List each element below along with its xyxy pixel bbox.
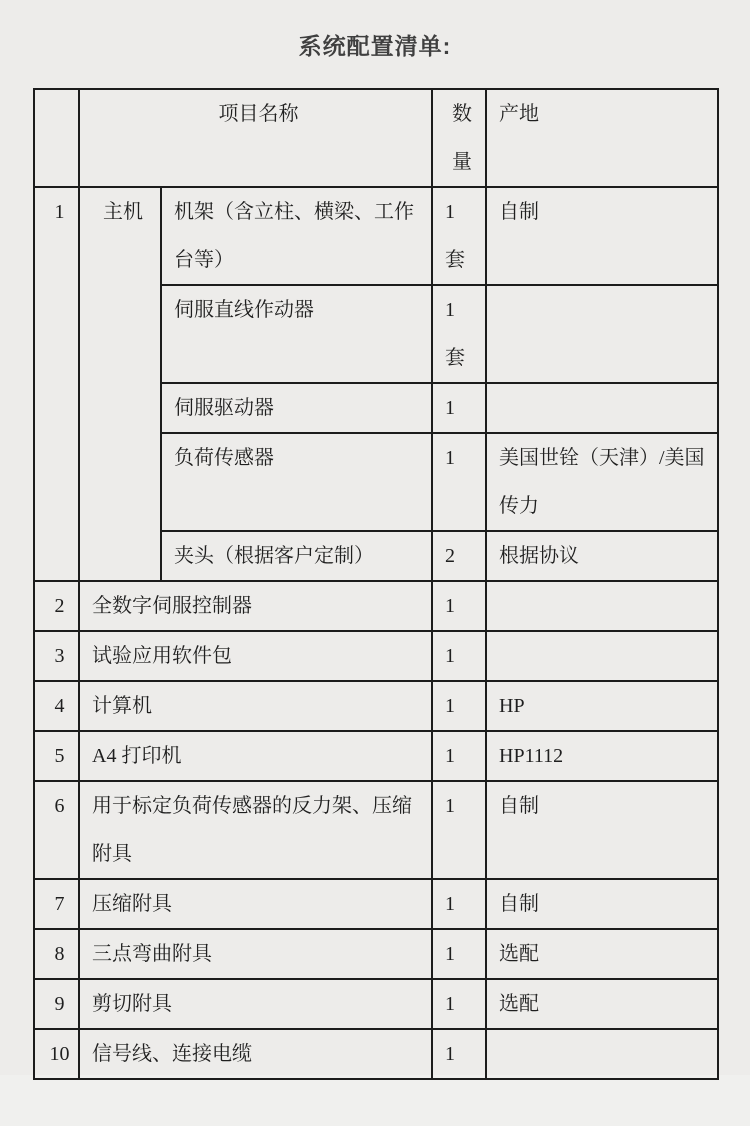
origin-cell: 自制: [486, 781, 718, 879]
config-table: [33, 88, 719, 1080]
item-name-cell: 计算机: [79, 681, 432, 731]
item-name-cell: A4 打印机: [79, 731, 432, 781]
header-cell-name: 项目名称: [79, 89, 432, 187]
group-label-cell: 主机: [79, 187, 161, 581]
origin-cell: 自制: [486, 187, 718, 285]
qty-cell: 1: [432, 681, 486, 731]
origin-cell: 选配: [486, 979, 718, 1029]
origin-cell: HP: [486, 681, 718, 731]
item-name-cell: 压缩附具: [79, 879, 432, 929]
qty-cell: 1: [432, 631, 486, 681]
table-row: [34, 187, 718, 285]
page-title: 系统配置清单:: [298, 33, 452, 59]
item-name-cell: 剪切附具: [79, 979, 432, 1029]
qty-cell: 1: [432, 781, 486, 879]
origin-cell: 根据协议: [486, 531, 718, 581]
qty-cell: 1: [432, 581, 486, 631]
qty-cell: 2: [432, 531, 486, 581]
table-row: [34, 581, 718, 631]
item-name-cell: 试验应用软件包: [79, 631, 432, 681]
table-row: [34, 731, 718, 781]
item-name-cell: 负荷传感器: [161, 433, 432, 531]
qty-cell: 1: [432, 929, 486, 979]
qty-cell: 1: [432, 1029, 486, 1079]
item-name-cell: 伺服直线作动器: [161, 285, 432, 383]
item-name-cell: 全数字伺服控制器: [79, 581, 432, 631]
item-name-cell: 信号线、连接电缆: [79, 1029, 432, 1079]
item-name-cell: 夹头（根据客户定制）: [161, 531, 432, 581]
table-row: [34, 929, 718, 979]
row-index-cell: 5: [34, 731, 79, 781]
row-index-cell: 7: [34, 879, 79, 929]
qty-cell: 1: [432, 979, 486, 1029]
qty-cell: 1 套: [432, 187, 486, 285]
table-row: [34, 681, 718, 731]
row-index-cell: 9: [34, 979, 79, 1029]
origin-cell: [486, 631, 718, 681]
header-cell-qty: [432, 89, 486, 187]
origin-cell: [486, 383, 718, 433]
table-row: [34, 781, 718, 879]
origin-cell: [486, 1029, 718, 1079]
table-row: [34, 979, 718, 1029]
row-index-cell: 8: [34, 929, 79, 979]
header-row: [34, 89, 718, 187]
origin-cell: 美国世铨（天津）/美国传力: [486, 433, 718, 531]
row-index-cell: 1: [34, 187, 79, 581]
table-row: [34, 879, 718, 929]
qty-cell: 1: [432, 383, 486, 433]
row-index-cell: 10: [34, 1029, 79, 1079]
item-name-cell: 机架（含立柱、横梁、工作台等）: [161, 187, 432, 285]
qty-cell: 1: [432, 879, 486, 929]
qty-cell: 1: [432, 433, 486, 531]
origin-cell: [486, 285, 718, 383]
row-index-cell: 4: [34, 681, 79, 731]
item-name-cell: 三点弯曲附具: [79, 929, 432, 979]
origin-cell: 选配: [486, 929, 718, 979]
qty-cell: 1 套: [432, 285, 486, 383]
header-cell-index: [34, 89, 79, 187]
item-name-cell: 伺服驱动器: [161, 383, 432, 433]
header-cell-origin: 产地: [486, 89, 718, 187]
table-row: [34, 1029, 718, 1079]
row-index-cell: 3: [34, 631, 79, 681]
row-index-cell: 2: [34, 581, 79, 631]
item-name-cell: 用于标定负荷传感器的反力架、压缩附具: [79, 781, 432, 879]
table-row: [34, 631, 718, 681]
qty-cell: 1: [432, 731, 486, 781]
origin-cell: [486, 581, 718, 631]
row-index-cell: 6: [34, 781, 79, 879]
origin-cell: HP1112: [486, 731, 718, 781]
header-qty-text: 数量: [452, 103, 472, 173]
origin-cell: 自制: [486, 879, 718, 929]
